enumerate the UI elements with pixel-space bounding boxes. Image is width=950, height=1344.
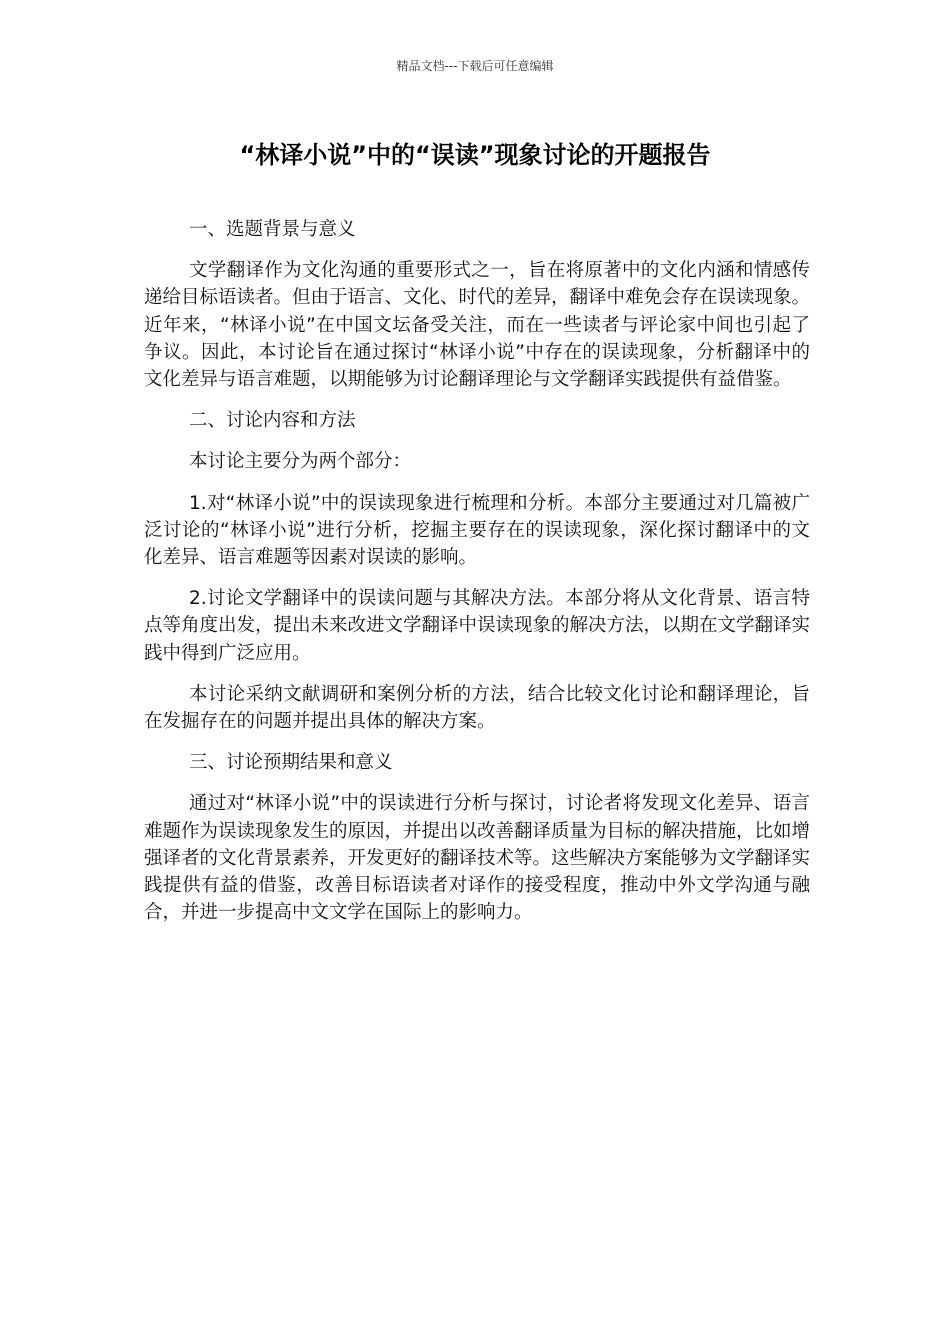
section-heading-background: 一、选题背景与意义 <box>189 219 356 240</box>
section-heading-content-method: 二、讨论内容和方法 <box>189 410 356 432</box>
document-body <box>144 216 810 940</box>
paragraph-method: 本讨论采纳文献调研和案例分析的方法，结合比较文化讨论和翻译理论，旨在发掘存在的问题并提出具体的解决方案。 <box>144 683 810 733</box>
page-header: 精品文档---下载后可任意编辑 <box>396 59 554 73</box>
paragraph-expected-results: 通过对“林译小说”中的误读进行分析与探讨，讨论者将发现文化差异、语言难题作为误读现象发生的原因，并提出以改善翻译质量为目标的解决措施，比如增强译者的文化背景素养，开发更好的翻译技术等。这些解决方案能够为文学翻译实践提供有益的借鉴，改善目标语读者对译作的接受程度，推动中外文学沟通与融合，并进一步提高中文文学在国际上的影响力。 <box>144 793 811 924</box>
paragraph-part-two: 2.讨论文学翻译中的误读问题与其解决方法。本部分将从文化背景、语言特点等角度出发，提出未来改进文学翻译中误读现象的解决方法，以期在文学翻译实践中得到广泛应用。 <box>144 588 811 664</box>
document-title: “林译小说”中的“误读”现象讨论的开题报告 <box>239 141 711 169</box>
paragraph-intro-parts: 本讨论主要分为两个部分： <box>189 451 412 473</box>
paragraph-background: 文学翻译作为文化沟通的重要形式之一，旨在将原著中的文化内涵和情感传递给目标语读者。但由于语言、文化、时代的差异，翻译中难免会存在误读现象。近年来，“林译小说”在中国文坛备受关注，而在一些读者与评论家中间也引起了争议。因此，本讨论旨在通过探讨“林译小说”中存在的误读现象，分析翻译中的文化差异与语言难题，以期能够为讨论翻译理论与文学翻译实践提供有益借鉴。 <box>144 260 811 391</box>
paragraph-part-one: 1.对“林译小说”中的误读现象进行梳理和分析。本部分主要通过对几篇被广泛讨论的“林译小说”进行分析，挖掘主要存在的误读现象，深化探讨翻译中的文化差异、语言难题等因素对误读的影响。 <box>144 492 810 569</box>
section-heading-expected-results: 三、讨论预期结果和意义 <box>189 752 393 774</box>
